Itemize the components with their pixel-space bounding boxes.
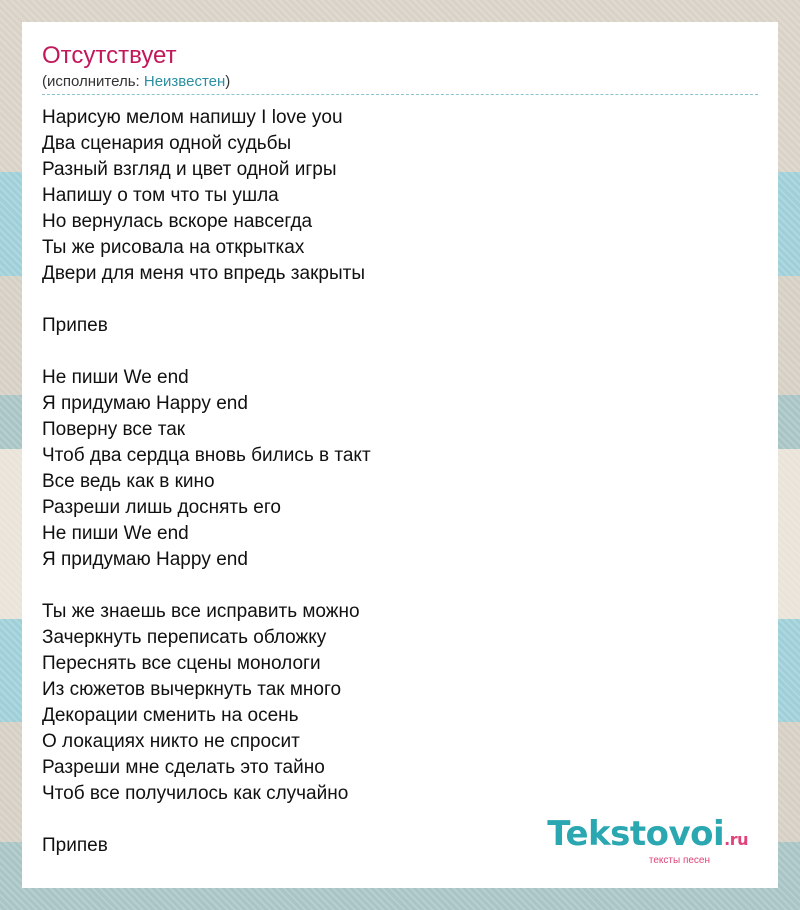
logo-main-text: Tekstovoi [547, 814, 725, 854]
site-logo[interactable] [547, 814, 748, 866]
lyrics-line: Ты же знаешь все исправить можно [42, 601, 360, 622]
lyrics-line: Разный взгляд и цвет одной игры [42, 159, 337, 180]
lyrics-text [42, 105, 758, 859]
lyrics-line: Двери для меня что впредь закрыты [42, 263, 365, 284]
lyrics-line: О локациях никто не спросит [42, 731, 300, 752]
lyrics-line: Не пиши We end [42, 367, 189, 388]
lyrics-line: Из сюжетов вычеркнуть так много [42, 679, 342, 700]
lyrics-line: Поверну все так [42, 419, 186, 440]
logo-tld: .ru [724, 830, 748, 849]
lyrics-line: Напишу о том что ты ушла [42, 185, 279, 206]
logo-wordmark [547, 814, 748, 857]
lyrics-line: Я придумаю Happy end [42, 549, 248, 570]
logo-tagline: тексты песен [648, 855, 710, 866]
lyrics-line: Чтоб все получилось как случайно [42, 783, 349, 804]
lyrics-line: Припев [42, 315, 108, 336]
lyrics-line: Я придумаю Happy end [42, 393, 248, 414]
lyrics-line: Чтоб два сердца вновь бились в такт [42, 445, 371, 466]
song-title: Отсутствует [42, 42, 177, 69]
lyrics-blank-line [42, 287, 758, 313]
lyrics-line: Разреши лишь доснять его [42, 497, 281, 518]
lyrics-line: Припев [42, 835, 108, 856]
lyrics-line: Все ведь как в кино [42, 471, 215, 492]
lyrics-blank-line [42, 573, 758, 599]
lyrics-line: Разреши мне сделать это тайно [42, 757, 325, 778]
artist-prefix: (исполнитель: [42, 73, 144, 90]
lyrics-line: Нарисую мелом напишу I love you [42, 107, 343, 128]
lyrics-line: Не пиши We end [42, 523, 189, 544]
lyrics-line: Ты же рисовала на открытках [42, 237, 305, 258]
lyrics-blank-line [42, 339, 758, 365]
lyrics-line: Два сценария одной судьбы [42, 133, 292, 154]
lyrics-card [22, 22, 778, 888]
lyrics-line: Но вернулась вскоре навсегда [42, 211, 313, 232]
artist-suffix: ) [225, 73, 231, 90]
artist-link[interactable]: Неизвестен [143, 73, 226, 90]
lyrics-line: Переснять все сцены монологи [42, 653, 321, 674]
song-meta [42, 72, 758, 95]
lyrics-line: Декорации сменить на осень [42, 705, 299, 726]
lyrics-line: Зачеркнуть переписать обложку [42, 627, 327, 648]
